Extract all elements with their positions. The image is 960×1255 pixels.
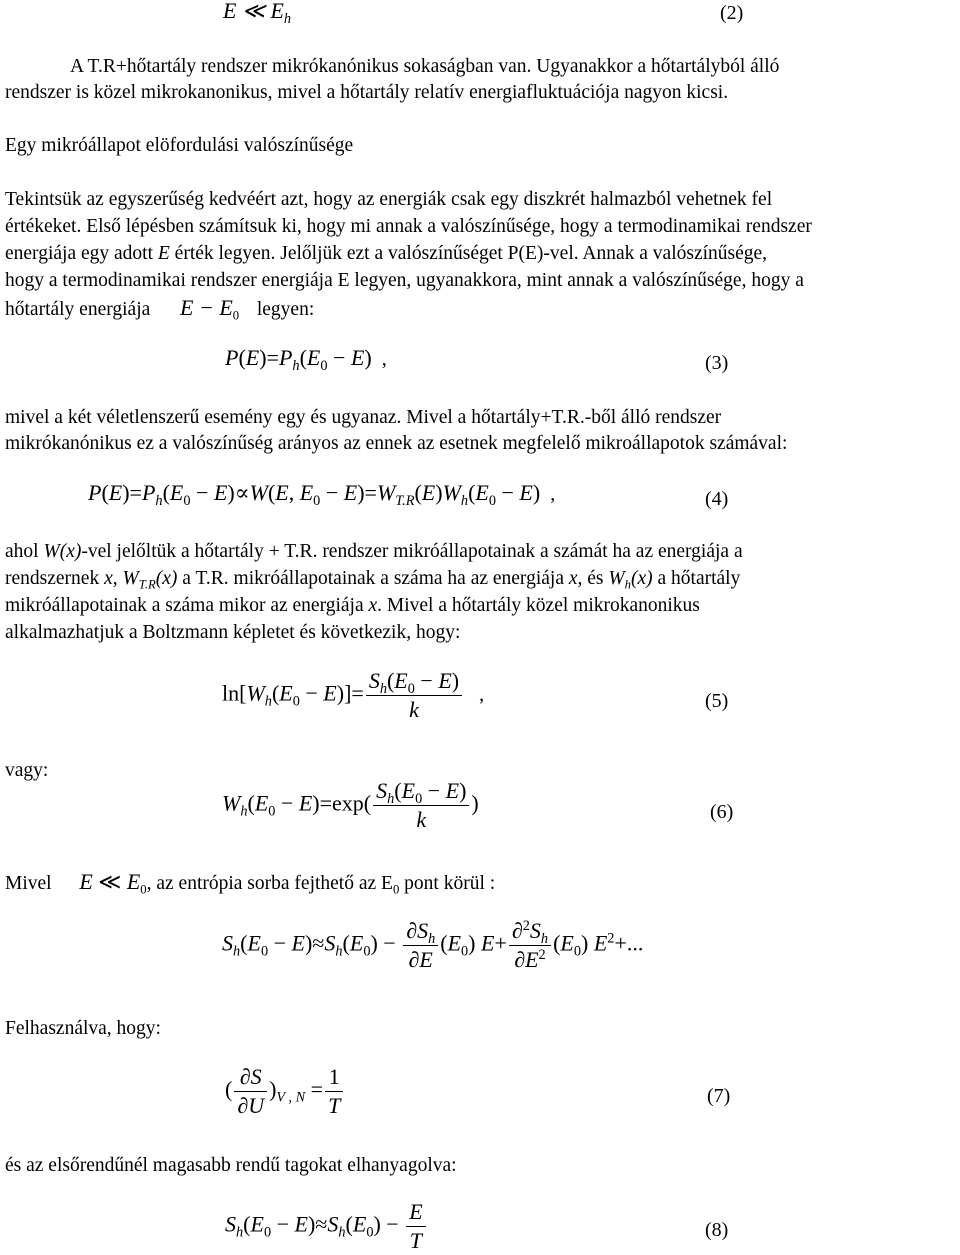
felhasznalva-label: Felhasználva, hogy: — [5, 1018, 161, 1039]
paragraph-line: Mivel E ≪ $E_0$, az entrópia sorba fejthető az $E_0$ pont körül : — [5, 869, 496, 897]
paragraph-line: mivel a két véletlenszerű esemény egy és ugyanaz. Mivel a hőtartály+T.R.-ből álló rendszer — [5, 407, 722, 428]
paragraph-line: rendszer is közel mikrokanonikus, mivel a hőtartály relatív energiafluktuációja nagyon kicsi. — [5, 82, 729, 103]
paragraph-line: hőtartály energiája $E - E_0$ legyen: — [5, 295, 315, 323]
paragraph-line: hogy a termodinamikai rendszer energiája E legyen, ugyanakkora, mint annak a valószínűsége, hogy a — [5, 270, 804, 291]
equation-number-8: (8) — [705, 1219, 729, 1241]
equation-number-2: (2) — [720, 2, 744, 24]
paragraph-line: alkalmazhatjuk a Boltzmann képletet és következik, hogy: — [5, 622, 461, 643]
equation-3: $P(E)=P_h(E_0 - E)$ , — [225, 345, 387, 374]
equation-7: ( $\frac{\partial S}{\partial U}$ )$_{V , N}$ = $\frac{1}{T}$ — [225, 1063, 345, 1120]
paragraph-line: értékeket. Első lépésben számítsuk ki, hogy mi annak a valószínűsége, hogy a termodinamikai rendszer — [5, 216, 812, 237]
equation-4: $P(E)=P_h(E_0 - E)\propto W(E$, $E_0 - E)=W_{T.R}(E)W_h(E_0 - E)$ , — [88, 480, 556, 509]
paragraph-line: A T.R+hőtartály rendszer mikrókanónikus sokaságban van. Ugyanakkor a hőtartályból álló — [70, 56, 780, 77]
paragraph-line: mikrókanónikus ez a valószínűség arányos az ennek az esetnek megfelelő mikroállapotok számával: — [5, 433, 788, 454]
equation-6: $W_h(E_0 - E)=\exp$( $\frac{S_h(E_0 - E)}{k}$ ) — [222, 778, 479, 832]
equation-number-3: (3) — [705, 352, 729, 374]
paragraph-line: energiája egy adott E érték legyen. Jelőljük ezt a valószínűséget P(E)-vel. Annak a valószínűsége, — [5, 243, 768, 264]
equation-number-5: (5) — [705, 690, 729, 712]
paragraph-line: mikróállapotainak a száma mikor az energiája x. Mivel a hőtartály közel mikrokanonikus — [5, 595, 700, 616]
vagy-label: vagy: — [5, 760, 49, 781]
paragraph-line: ahol W(x)-vel jelőltük a hőtartály + T.R. rendszer mikróállapotainak a számát ha az energiája a — [5, 541, 743, 562]
equation-5: $\ln[W_h(E_0 - E)]=$ $\frac{S_h(E_0 - E)}{k}$ , — [222, 668, 485, 722]
taylor-expansion: $S_h(E_0 - E)\approx S_h(E_0)$ − $\frac{\partial S_h}{\partial E}$ $(E_0)$ E+ $\frac{\partial^2S_h}{\partial E^2}$ $(E_0)$ $E^2+$... — [222, 918, 644, 972]
paragraph-line: rendszernek x, $W_{T.R}(x)$ a T.R. mikróállapotainak a száma ha az energiája x, és $W_h(x)$ a hőtartály — [5, 568, 741, 592]
equation-number-6: (6) — [710, 801, 734, 823]
equation-2: E ≪ $E_h$ — [223, 0, 292, 27]
equation-8: $S_h(E_0 - E)\approx S_h(E_0)$ − $\frac{E}{T}$ — [225, 1198, 428, 1255]
paragraph-line: Tekintsük az egyszerűség kedvéért azt, hogy az energiák csak egy diszkrét halmazból vehetnek fel — [5, 189, 773, 210]
paragraph-line: és az elsőrendűnél magasabb rendű tagokat elhanyagolva: — [5, 1155, 457, 1176]
equation-number-4: (4) — [705, 488, 729, 510]
equation-number-7: (7) — [707, 1085, 731, 1107]
section-heading: Egy mikróállapot elöfordulási valószínűsége — [5, 135, 354, 156]
